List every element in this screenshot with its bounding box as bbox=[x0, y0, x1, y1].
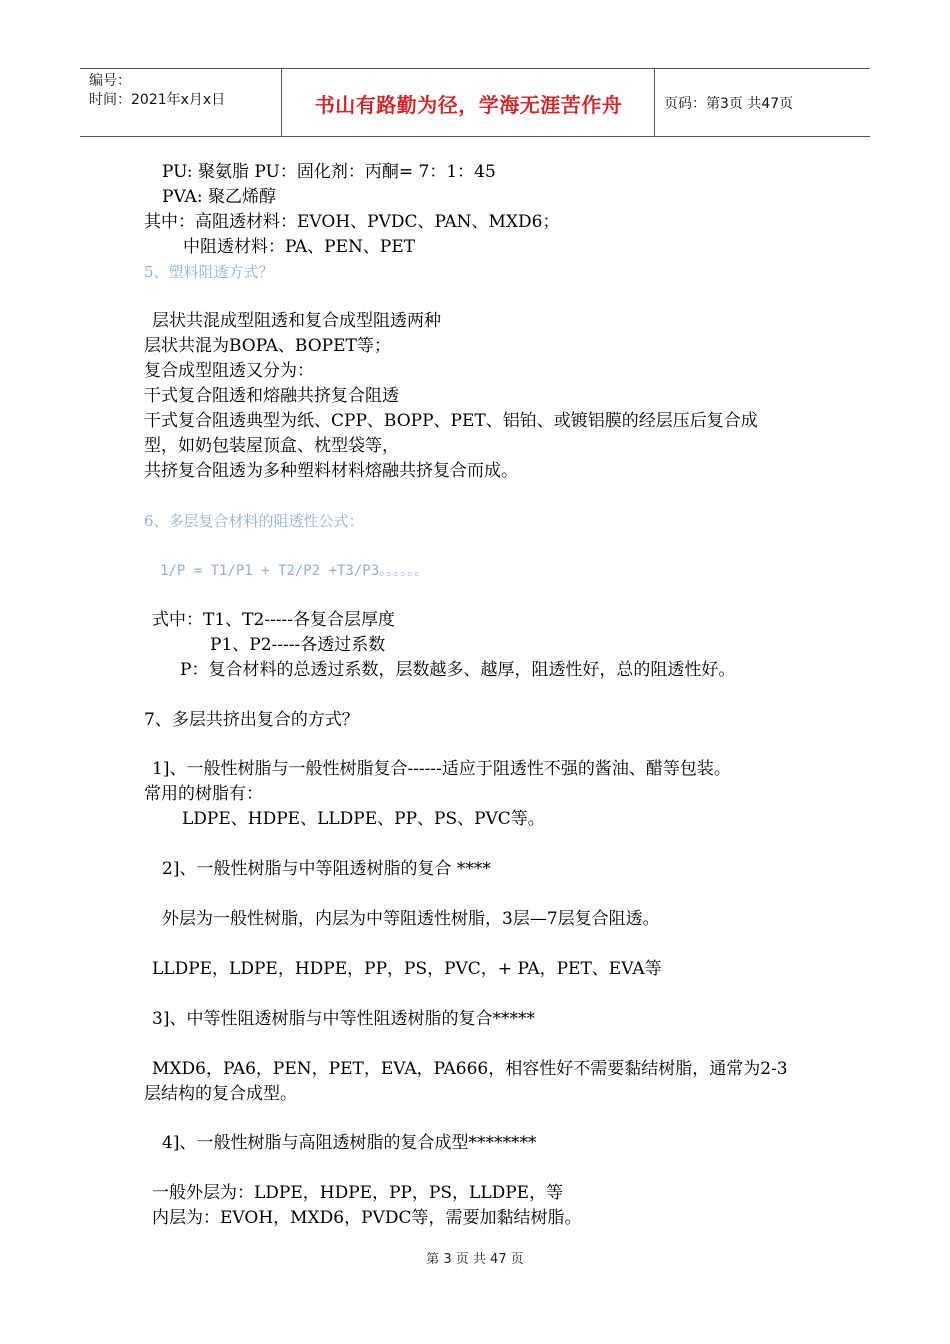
text-line: P：复合材料的总透过系数，层数越多、越厚，阻透性好，总的阻透性好。 bbox=[180, 660, 736, 680]
text-line: MXD6，PA6，PEN，PET，EVA，PA666，相容性好不需要黏结树脂，通常为2-3 bbox=[152, 1059, 788, 1079]
text-line: 干式复合阻透典型为纸、CPP、BOPP、PET、铝铂、或镀铝膜的经层压后复合成 bbox=[144, 411, 758, 431]
text-line: 一般外层为：LDPE，HDPE，PP，PS，LLDPE，等 bbox=[152, 1183, 564, 1203]
header-meta bbox=[89, 72, 225, 110]
section-heading: 5、塑料阻透方式？ bbox=[144, 263, 274, 281]
text-line: 共挤复合阻透为多种塑料材料熔融共挤复合而成。 bbox=[144, 461, 518, 481]
text-line: 内层为：EVOH，MXD6，PVDC等，需要加黏结树脂。 bbox=[152, 1208, 582, 1228]
header-motto: 书山有路勤为径，学海无涯苦作舟 bbox=[314, 93, 623, 117]
section-heading: 6、多层复合材料的阻透性公式： bbox=[144, 512, 364, 530]
text-line: 层结构的复合成型。 bbox=[144, 1084, 297, 1104]
text-line: 2]、一般性树脂与中等阻透树脂的复合 **** bbox=[162, 859, 491, 879]
text-line: 干式复合阻透和熔融共挤复合阻透 bbox=[144, 386, 399, 406]
text-line: LLDPE，LDPE，HDPE，PP，PS，PVC，+ PA，PET、EVA等 bbox=[152, 959, 662, 979]
text-line: 型，如奶包装屋顶盒、枕型袋等， bbox=[144, 436, 399, 456]
formula-line: 1/P = T1/P1 + T2/P2 +T3/P3。。。。。。 bbox=[160, 563, 429, 579]
text-line: PU: 聚氨脂 PU：固化剂：丙酮= 7：1：45 bbox=[162, 162, 496, 182]
section-heading: 7、多层共挤出复合的方式？ bbox=[144, 710, 359, 730]
header-divider bbox=[654, 69, 655, 136]
page-footer: 第 3 页 共 47 页 bbox=[426, 1252, 524, 1267]
text-line: 复合成型阻透又分为： bbox=[144, 361, 314, 381]
text-line: 层状共混为BOPA、BOPET等； bbox=[144, 336, 391, 356]
header-page-code: 页码：第3页 共47页 bbox=[664, 96, 794, 112]
text-line: P1、P2-----各透过系数 bbox=[210, 635, 386, 655]
text-line: 1]、一般性树脂与一般性树脂复合------适应于阻透性不强的酱油、醋等包装。 bbox=[152, 759, 731, 779]
text-line: LDPE、HDPE、LLDPE、PP、PS、PVC等。 bbox=[182, 809, 545, 829]
text-line: PVA: 聚乙烯醇 bbox=[162, 187, 276, 207]
page-header bbox=[80, 68, 870, 137]
number-label: 编号： bbox=[89, 73, 131, 89]
text-line: 层状共混成型阻透和复合成型阻透两种 bbox=[152, 311, 441, 331]
text-line: 式中：T1、T2-----各复合层厚度 bbox=[152, 610, 396, 630]
header-divider bbox=[281, 69, 282, 136]
time-label: 时间：2021年x月x日 bbox=[89, 92, 226, 108]
text-line: 中阻透材料：PA、PEN、PET bbox=[183, 237, 416, 257]
text-line: 其中：高阻透材料：EVOH、PVDC、PAN、MXD6； bbox=[144, 212, 560, 232]
text-line: 3]、中等性阻透树脂与中等性阻透树脂的复合***** bbox=[152, 1009, 535, 1029]
text-line: 4]、一般性树脂与高阻透树脂的复合成型******** bbox=[162, 1133, 537, 1153]
text-line: 外层为一般性树脂，内层为中等阻透性树脂，3层—7层复合阻透。 bbox=[162, 909, 660, 929]
text-line: 常用的树脂有： bbox=[144, 784, 263, 804]
